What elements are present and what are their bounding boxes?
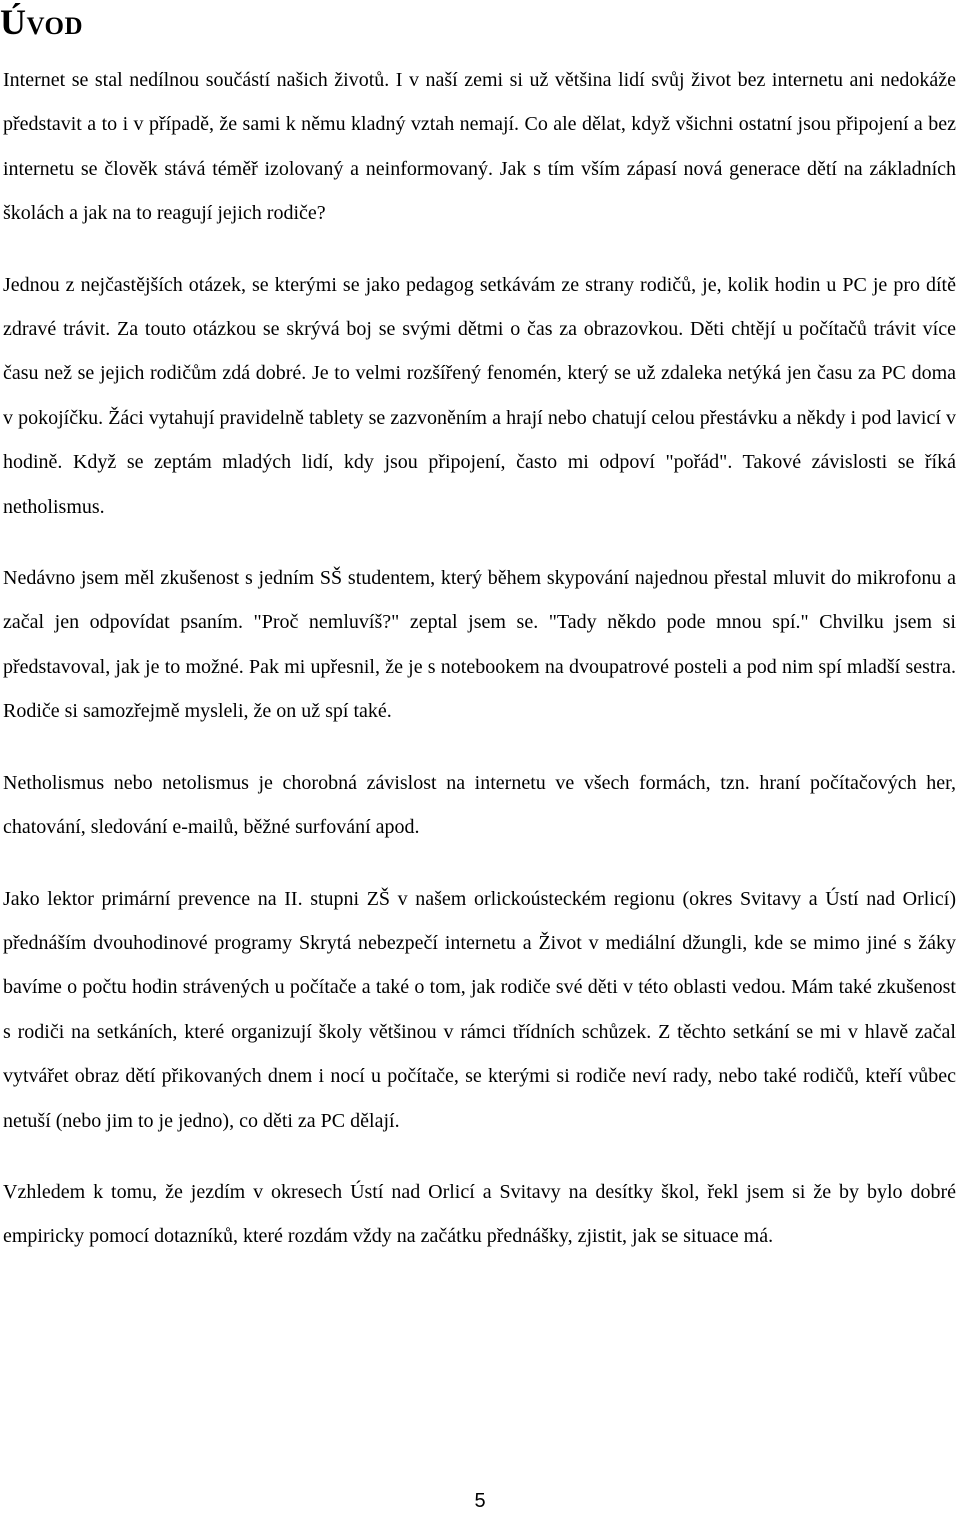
paragraph-3: Nedávno jsem měl zkušenost s jedním SŠ studentem, který během skypování najednou přestal mluvit do mikrofonu a začal jen odpovídat psaním. "Proč nemluvíš?" zeptal jsem se. "Tady někdo pode mnou spí." Chvilku jsem si představoval, jak je to možné. Pak mi upřesnil, že je s notebookem na dvoupatrové posteli a pod nim spí mladší sestra. Rodiče si samozřejmě mysleli, že on už spí také.	[3, 567, 956, 723]
section-heading: Úvod	[0, 2, 84, 42]
body-text	[3, 58, 956, 1259]
paragraph-2: Jednou z nejčastějších otázek, se kterými se jako pedagog setkávám ze strany rodičů, je, kolik hodin u PC je pro dítě zdravé trávit. Za touto otázkou se skrývá boj se svými dětmi o čas za obrazovkou. Děti chtějí u počítačů trávit více času než se jejich rodičům zdá dobré. Je to velmi rozšířený fenomén, který se už zdaleka netýká jen času za PC doma v pokojíčku. Žáci vytahují pravidelně tablety se zazvoněním a hrají nebo chatují celou přestávku a někdy i pod lavicí v hodině. Když se zeptám mladých lidí, kdy jsou připojení, často mi odpoví "pořád". Takové závislosti se říká netholismus.	[3, 273, 956, 518]
page-number: 5	[474, 1490, 486, 1512]
paragraph-1: Internet se stal nedílnou součástí našich životů. I v naší zemi si už většina lidí svůj život bez internetu ani nedokáže představit a to i v případě, že sami k němu kladný vztah nemají. Co ale dělat, když všichni ostatní jsou připojení a bez internetu se člověk stává téměř izolovaný a neinformovaný. Jak s tím vším zápasí nová generace dětí na základních školách a jak na to reagují jejich rodiče?	[3, 69, 956, 225]
paragraph-6: Vzhledem k tomu, že jezdím v okresech Ústí nad Orlicí a Svitavy na desítky škol, řekl jsem si že by bylo dobré empiricky pomocí dotazníků, které rozdám vždy na začátku přednášky, zjistit, jak se situace má.	[3, 1180, 956, 1248]
paragraph-5: Jako lektor primární prevence na II. stupni ZŠ v našem orlickoústeckém regionu (okres Svitavy a Ústí nad Orlicí) přednáším dvouhodinové programy Skrytá nebezpečí internetu a Život v mediální džungli, kde se mimo jiné s žáky bavíme o počtu hodin strávených u počítače a také o tom, jak rodiče své děti v této oblasti vedou. Mám také zkušenost s rodiči na setkáních, které organizují školy většinou v rámci třídních schůzek. Z těchto setkání se mi v hlavě začal vytvářet obraz dětí přikovaných dnem i nocí u počítače, se kterými si rodiče neví rady, nebo také rodičů, kteří vůbec netuší (nebo jim to je jedno), co děti za PC dělají.	[3, 887, 956, 1132]
paragraph-4: Netholismus nebo netolismus je chorobná závislost na internetu ve všech formách, tzn. hraní počítačových her, chatování, sledování e-mailů, běžné surfování apod.	[3, 771, 956, 839]
